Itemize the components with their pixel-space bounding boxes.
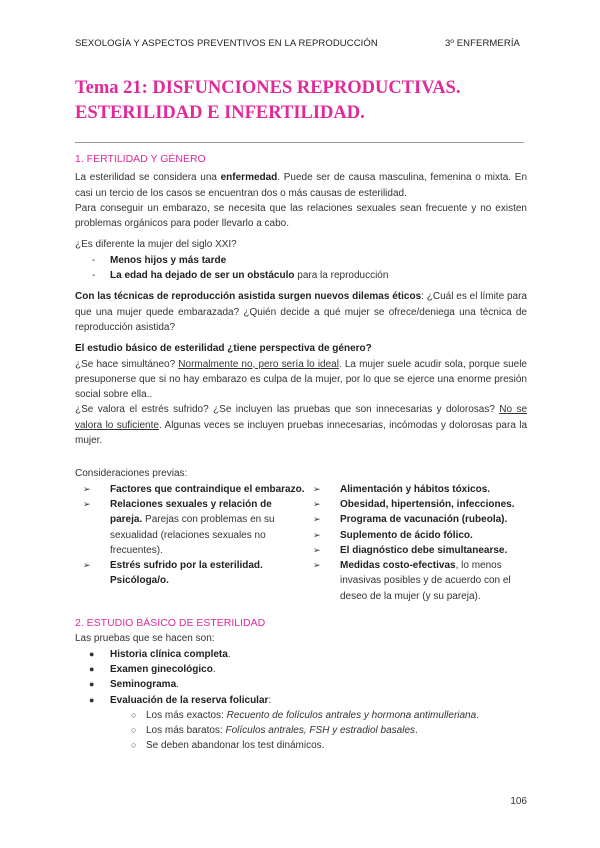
- arrow-bullet-icon: ➢: [313, 544, 321, 555]
- list-item: ● Seminograma.: [75, 677, 527, 692]
- reserve-sublist: [75, 708, 527, 754]
- considerations-intro: Consideraciones previas:: [75, 468, 188, 480]
- arrow-bullet-icon: ➢: [83, 498, 91, 509]
- circle-bullet-icon: ○: [131, 740, 137, 751]
- arrow-bullet-icon: ➢: [313, 483, 321, 494]
- considerations-columns: [75, 482, 535, 604]
- list-item: ● Historia clínica completa.: [75, 647, 527, 662]
- considerations-right-list: [305, 482, 531, 604]
- circle-bullet-icon: ○: [131, 725, 137, 736]
- paragraph-stress: ¿Se valora el estrés sufrido? ¿Se incluyen las pruebas que son innecesarias y dolorosas? No se valora lo suficiente. Algunas veces se incluyen pruebas innecesarias, incómodas y dolorosas para la mujer.: [75, 404, 528, 447]
- bullet-icon: ●: [89, 679, 95, 690]
- dash-list: [75, 253, 527, 284]
- main-content: [75, 152, 527, 754]
- list-item: ➢ Factores que contraindique el embarazo.: [75, 482, 305, 497]
- arrow-bullet-icon: ➢: [313, 529, 321, 540]
- circle-bullet-icon: ○: [131, 709, 137, 720]
- arrow-bullet-icon: ➢: [313, 498, 321, 509]
- arrow-bullet-icon: ➢: [313, 560, 321, 571]
- paragraph-pregnancy: Para conseguir un embarazo, se necesita que las relaciones sexuales sean frecuente y no existen problemas orgánicos para poder llevarlo a cabo.: [75, 202, 527, 230]
- bullet-icon: ●: [89, 648, 95, 659]
- list-item: ➢ Obesidad, hipertensión, infecciones.: [305, 497, 531, 512]
- title-divider: [75, 142, 524, 143]
- list-item: ● Examen ginecológico.: [75, 662, 527, 677]
- running-header-course: SEXOLOGÍA Y ASPECTOS PREVENTIVOS EN LA REPRODUCCIÓN: [75, 38, 378, 49]
- arrow-bullet-icon: ➢: [83, 560, 91, 571]
- list-item: ➢ Estrés sufrido por la esterilidad. Psicóloga/o.: [83, 560, 263, 587]
- list-item: - Menos hijos y más tarde: [92, 254, 227, 266]
- list-item: ● Evaluación de la reserva folicular:: [75, 693, 527, 708]
- list-item: ➢ Suplemento de ácido fólico.: [305, 528, 531, 543]
- considerations-left-list: [75, 482, 305, 604]
- list-item: ➢ Programa de vacunación (rubeola).: [305, 512, 531, 527]
- title-line-2: ESTERILIDAD E INFERTILIDAD.: [75, 103, 365, 123]
- list-item: ➢ El diagnóstico debe simultanearse.: [305, 543, 531, 558]
- paragraph-ethical-dilemmas: Con las técnicas de reproducción asistida surgen nuevos dilemas éticos: ¿Cuál es el límite para que una mujer quede embarazada? ¿Quién decide a qué mujer se ofrece/deniega una técnica de reproducción asistida?: [75, 291, 527, 333]
- list-item: ➢ Alimentación y hábitos tóxicos.: [305, 482, 531, 497]
- arrow-bullet-icon: ➢: [83, 483, 91, 494]
- bullet-icon: ●: [89, 663, 95, 674]
- paragraph-gender-perspective: El estudio básico de esterilidad ¿tiene perspectiva de género?: [75, 343, 372, 355]
- tests-intro: Las pruebas que se hacen son:: [75, 633, 215, 645]
- list-item: ➢ Medidas costo-efectivas, lo menos invasivas posibles y de acuerdo con el deseo de la mujer (y su pareja).: [313, 560, 511, 602]
- title-line-1: Tema 21: DISFUNCIONES REPRODUCTIVAS.: [75, 78, 461, 98]
- list-item: ○ Se deben abandonar los test dinámicos.: [75, 738, 527, 753]
- bullet-icon: ●: [89, 694, 95, 705]
- running-header-year: 3º ENFERMERÍA: [445, 38, 520, 49]
- list-item: ➢ Relaciones sexuales y relación de pareja. Parejas con problemas en su sexualidad (relaciones sexuales no frecuentes).: [83, 498, 275, 556]
- paragraph-simultaneous: ¿Se hace simultáneo? Normalmente no, pero sería lo ideal. La mujer suele acudir sola, porque suele presuponerse que si no hay embarazo es culpa de la mujer, por lo que se ejerce una enorme presión social sobre ella..: [75, 358, 527, 401]
- question-woman-xxi: ¿Es diferente la mujer del siglo XXI?: [75, 239, 237, 251]
- paragraph-sterility: La esterilidad se considera una enfermedad. Puede ser de causa masculina, femenina o mixta. En casi un tercio de los casos se encuentran dos o más causas de esterilidad.: [75, 172, 528, 199]
- page-number: 106: [510, 796, 527, 807]
- section-2-heading: 2. ESTUDIO BÁSICO DE ESTERILIDAD: [75, 617, 266, 630]
- page-title: [75, 76, 545, 126]
- list-item: ○ Los más baratos: Folículos antrales, FSH y estradiol basales.: [75, 723, 527, 738]
- arrow-bullet-icon: ➢: [313, 514, 321, 525]
- list-item: ○ Los más exactos: Recuento de folículos antrales y hormona antimulleriana.: [75, 708, 527, 723]
- section-1-heading: 1. FERTILIDAD Y GÉNERO: [75, 153, 206, 165]
- list-item: - La edad ha dejado de ser un obstáculo para la reproducción: [92, 270, 389, 282]
- tests-list: [75, 647, 527, 708]
